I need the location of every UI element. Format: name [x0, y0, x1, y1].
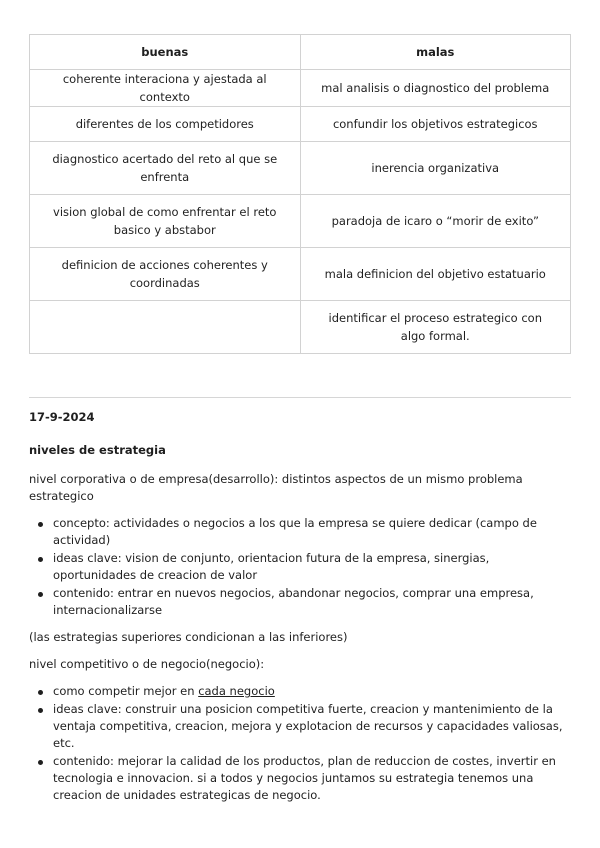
table-row: [30, 107, 571, 142]
comparison-table-container: [29, 34, 571, 354]
table-cell: mala definicion del objetivo estatuario: [300, 248, 571, 301]
list-item-text: contenido: mejorar la calidad de los productos, plan de reduccion de costes, invertir en tecnologia e innovacion. si a todos y negocios juntamos su estrategia tenemos una creacion de unidades estrategicas de negocio.: [53, 754, 556, 802]
table-cell: definicion de acciones coherentes y coordinadas: [30, 248, 301, 301]
table-cell: paradoja de icaro o “morir de exito”: [300, 195, 571, 248]
list-item: [53, 683, 571, 700]
table-cell: inerencia organizativa: [300, 142, 571, 195]
comparison-table: [29, 34, 571, 354]
bullet-icon: [38, 760, 43, 765]
section-heading: niveles de estrategia: [29, 443, 166, 457]
table-cell: mal analisis o diagnostico del problema: [300, 70, 571, 107]
list-item-text: contenido: entrar en nuevos negocios, abandonar negocios, comprar una empresa, internacionalizarse: [53, 586, 534, 617]
list-item: [53, 753, 571, 804]
bullet-icon: [38, 557, 43, 562]
competitive-level-intro: nivel competitivo o de negocio(negocio):: [29, 657, 265, 671]
competitive-bullet-list: [29, 683, 571, 804]
note-date: 17-9-2024: [29, 410, 95, 424]
corporate-bullet-list: [29, 515, 571, 619]
table-row: [30, 301, 571, 354]
hierarchy-note: (las estrategias superiores condicionan a las inferiores): [29, 630, 348, 644]
section-divider: [29, 397, 571, 398]
bullet-icon: [38, 708, 43, 713]
table-cell: coherente interaciona y ajestada al contexto: [30, 70, 301, 107]
table-row: [30, 142, 571, 195]
list-item: [53, 515, 571, 549]
notes-section: [29, 409, 571, 814]
list-item-text: ideas clave: vision de conjunto, orientacion futura de la empresa, sinergias, oportunidades de creacion de valor: [53, 551, 490, 582]
list-item-text: ideas clave: construir una posicion competitiva fuerte, creacion y mantenimiento de la ventaja competitiva, creacion, mejora y explotacion de recursos y capacidades valiosas, etc.: [53, 702, 563, 750]
table-cell: identificar el proceso estrategico con algo formal.: [300, 301, 571, 354]
list-item-text: como competir mejor en: [53, 684, 199, 698]
bullet-icon: [38, 522, 43, 527]
table-row: [30, 195, 571, 248]
list-item-text: concepto: actividades o negocios a los que la empresa se quiere dedicar (campo de actividad): [53, 516, 537, 547]
list-item: [53, 701, 571, 752]
list-item: [53, 550, 571, 584]
bullet-icon: [38, 592, 43, 597]
corporate-level-intro: nivel corporativa o de empresa(desarrollo): distintos aspectos de un mismo problema estrategico: [29, 472, 523, 503]
table-cell: diferentes de los competidores: [30, 107, 301, 142]
column-header-malas: malas: [300, 35, 571, 70]
table-row: [30, 70, 571, 107]
table-cell: diagnostico acertado del reto al que se enfrenta: [30, 142, 301, 195]
table-row: [30, 248, 571, 301]
column-header-buenas: buenas: [30, 35, 301, 70]
table-cell: confundir los objetivos estrategicos: [300, 107, 571, 142]
table-cell-empty: [30, 301, 301, 354]
cada-negocio-link[interactable]: cada negocio: [198, 684, 275, 698]
bullet-icon: [38, 690, 43, 695]
list-item: [53, 585, 571, 619]
table-header-row: [30, 35, 571, 70]
table-cell: vision global de como enfrentar el reto basico y abstabor: [30, 195, 301, 248]
